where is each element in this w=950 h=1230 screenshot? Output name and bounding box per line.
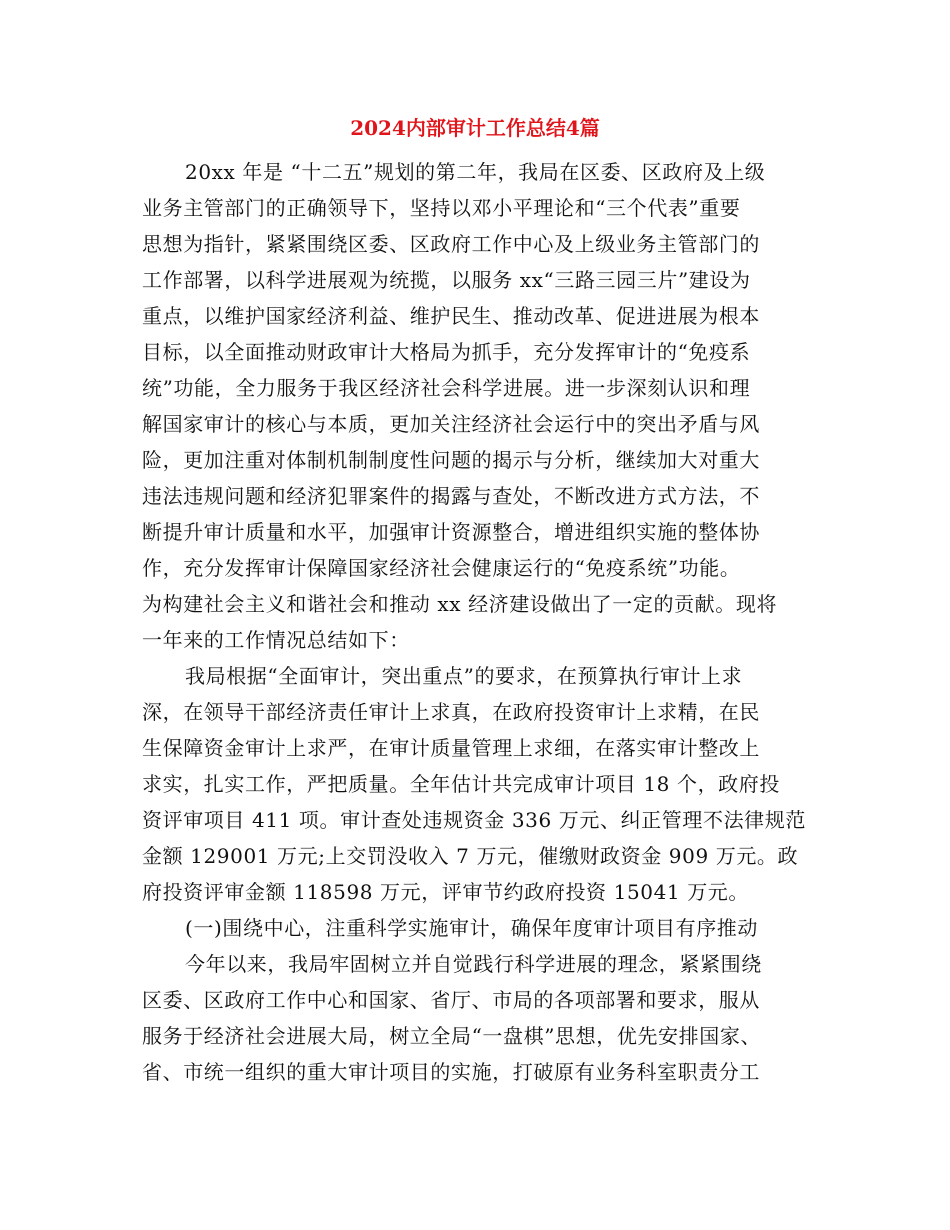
paragraph-line: 区委、区政府工作中心和国家、省厅、市局的各项部署和要求，服从 xyxy=(142,988,760,1012)
paragraph-line: 府投资评审金额 118598 万元，评审节约政府投资 15041 万元。 xyxy=(142,880,749,904)
paragraph-line: 服务于经济社会进展大局，树立全局“一盘棋”思想，优先安排国家、 xyxy=(142,1024,762,1048)
paragraph-line: 解国家审计的核心与本质，更加关注经济社会运行中的突出矛盾与风 xyxy=(142,412,760,436)
paragraph-line: 重点，以维护国家经济利益、维护民生、推动改革、促进进展为根本 xyxy=(142,304,760,328)
paragraph-line: 断提升审计质量和水平，加强审计资源整合，增进组织实施的整体协 xyxy=(142,520,760,544)
paragraph-line: 目标，以全面推动财政审计大格局为抓手，充分发挥审计的“免疫系 xyxy=(142,340,751,364)
paragraph-line: 求实，扎实工作，严把质量。全年估计共完成审计项目 18 个，政府投 xyxy=(142,772,780,796)
paragraph-line: 资评审项目 411 项。审计查处违规资金 336 万元、纠正管理不法律规范 xyxy=(142,808,806,832)
paragraph-line: 业务主管部门的正确领导下，坚持以邓小平理论和“三个代表”重要 xyxy=(142,196,741,220)
paragraph-line: 今年以来，我局牢固树立并自觉践行科学进展的理念，紧紧围绕 xyxy=(185,952,762,976)
paragraph-line: 思想为指针，紧紧围绕区委、区政府工作中心及上级业务主管部门的 xyxy=(142,232,760,256)
section-heading: (一)围绕中心，注重科学实施审计，确保年度审计项目有序推动 xyxy=(185,916,759,940)
paragraph-line: 金额 129001 万元;上交罚没收入 7 万元，催缴财政资金 909 万元。政 xyxy=(142,844,799,868)
paragraph-line: 违法违规问题和经济犯罪案件的揭露与查处，不断改进方式方法，不 xyxy=(142,484,760,508)
paragraph-line: 深，在领导干部经济责任审计上求真，在政府投资审计上求精，在民 xyxy=(142,700,760,724)
paragraph-line: 统”功能，全力服务于我区经济社会科学进展。进一步深刻认识和理 xyxy=(142,376,751,400)
paragraph-line: 为构建社会主义和谐社会和推动 xx 经济建设做出了一定的贡献。现将 xyxy=(142,592,778,616)
paragraph-line: 一年来的工作情况总结如下： xyxy=(142,628,410,652)
paragraph-line: 险，更加注重对体制机制制度性问题的揭示与分析，继续加大对重大 xyxy=(142,448,760,472)
paragraph-line: 作，充分发挥审计保障国家经济社会健康运行的“免疫系统”功能。 xyxy=(142,556,741,580)
document-title: 2024内部审计工作总结4篇 xyxy=(350,116,600,140)
paragraph-line: 生保障资金审计上求严，在审计质量管理上求细，在落实审计整改上 xyxy=(142,736,760,760)
paragraph-line: 工作部署，以科学进展观为统揽，以服务 xx“三路三园三片”建设为 xyxy=(142,268,751,292)
paragraph-line: 省、市统一组织的重大审计项目的实施，打破原有业务科室职责分工 xyxy=(142,1060,760,1084)
paragraph-line: 我局根据“全面审计，突出重点”的要求，在预算执行审计上求 xyxy=(185,664,743,688)
paragraph-line: 20xx 年是 “十二五”规划的第二年，我局在区委、区政府及上级 xyxy=(185,160,766,184)
